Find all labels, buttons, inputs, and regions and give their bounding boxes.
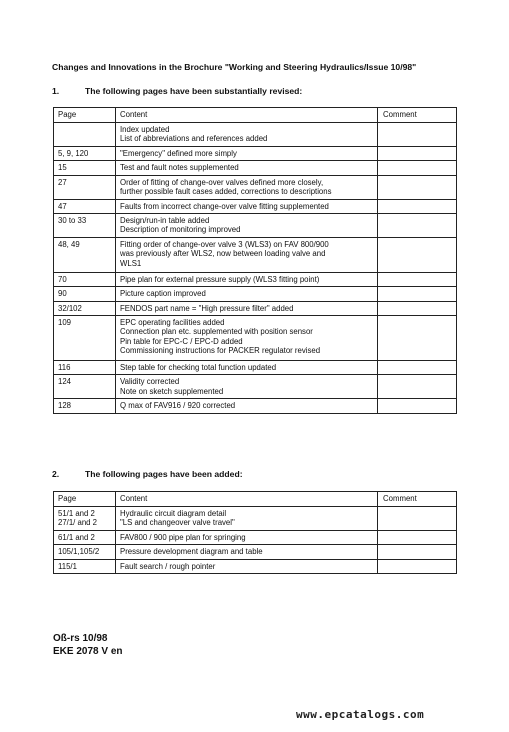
header-comment: Comment — [378, 492, 457, 507]
content-cell — [116, 301, 378, 315]
content-line: Pipe plan for external pressure supply (WLS3 fitting point) — [120, 275, 320, 285]
content-line: Picture caption improved — [120, 289, 206, 299]
page-line: 105/1,105/2 — [58, 547, 100, 557]
table-row — [54, 531, 457, 545]
section-2-number: 2. — [52, 469, 60, 479]
content-line: FAV800 / 900 pipe plan for springing — [120, 533, 246, 542]
page-line: 61/1 and 2 — [58, 533, 95, 542]
added-pages-table — [53, 491, 457, 574]
comment-cell — [378, 214, 457, 238]
table-row — [54, 559, 457, 573]
comment-cell — [378, 316, 457, 361]
content-line: was previously after WLS2, now between loading valve and — [120, 249, 326, 259]
comment-cell — [378, 301, 457, 315]
table-row — [54, 301, 457, 315]
page-cell: 116 — [54, 361, 116, 375]
header-comment: Comment — [378, 108, 457, 123]
content-line: Fault search / rough pointer — [120, 561, 216, 571]
content-line: EPC operating facilities added — [120, 318, 225, 328]
page-cell: 109 — [54, 316, 116, 361]
content-line: Fitting order of change-over valve 3 (WLS3) on FAV 800/900 — [120, 240, 329, 250]
content-line: Commissioning instructions for PACKER regulator revised — [120, 346, 321, 356]
table-row — [54, 147, 457, 161]
footer-document-code: EKE 2078 V en — [53, 646, 123, 657]
page-cell: 32/102 — [54, 301, 116, 315]
content-line: Connection plan etc. supplemented with position sensor — [120, 327, 313, 337]
table-header-row — [54, 108, 457, 123]
table-row — [54, 199, 457, 213]
page-cell: 70 — [54, 273, 116, 287]
comment-cell — [378, 507, 457, 531]
page-cell: 5, 9, 120 — [54, 147, 116, 161]
page-cell — [54, 123, 116, 147]
content-line: further possible fault cases added, corrections to descriptions — [120, 187, 332, 197]
header-page: Page — [54, 492, 116, 507]
page-line: 27/1/ and 2 — [58, 518, 98, 528]
content-cell — [116, 147, 378, 161]
page-cell — [54, 559, 116, 573]
page-cell: 124 — [54, 375, 116, 399]
content-line: Note on sketch supplemented — [120, 386, 224, 396]
table-row — [54, 507, 457, 531]
header-content: Content — [116, 492, 378, 507]
document-title: Changes and Innovations in the Brochure "Working and Steering Hydraulics/Issue 10/98" — [52, 62, 417, 72]
content-line: Hydraulic circuit diagram detail — [120, 509, 227, 518]
section-2-heading-text: The following pages have been added: — [85, 469, 243, 479]
content-cell — [116, 199, 378, 213]
content-cell — [116, 238, 378, 273]
table-row — [54, 161, 457, 175]
table-row — [54, 175, 457, 199]
page-cell — [54, 531, 116, 545]
content-line: FENDOS part name = "High pressure filter" added — [120, 303, 294, 313]
section-1-number: 1. — [52, 86, 60, 96]
content-cell — [116, 507, 378, 531]
content-line: Step table for checking total function updated — [120, 363, 277, 373]
table-row — [54, 238, 457, 273]
table-header-row — [54, 492, 457, 507]
watermark: www.epcatalogs.com — [296, 708, 425, 721]
content-cell — [116, 273, 378, 287]
page-line: 51/1 and 2 — [58, 509, 95, 518]
table-row — [54, 123, 457, 147]
content-cell — [116, 375, 378, 399]
header-page: Page — [54, 108, 116, 123]
content-line: List of abbreviations and references added — [120, 134, 268, 144]
comment-cell — [378, 199, 457, 213]
content-cell — [116, 559, 378, 573]
table-row — [54, 361, 457, 375]
comment-cell — [378, 123, 457, 147]
content-line: Q max of FAV916 / 920 corrected — [120, 401, 236, 411]
page-cell: 47 — [54, 199, 116, 213]
revised-pages-table — [53, 107, 457, 414]
content-line: Faults from incorrect change-over valve fitting supplemented — [120, 201, 329, 211]
content-line: Test and fault notes supplemented — [120, 163, 239, 173]
page-cell: 128 — [54, 399, 116, 413]
content-line: Design/run-in table added — [120, 216, 210, 226]
content-cell — [116, 531, 378, 545]
comment-cell — [378, 399, 457, 413]
comment-cell — [378, 531, 457, 545]
comment-cell — [378, 238, 457, 273]
section-1-heading-text: The following pages have been substantially revised: — [85, 86, 303, 96]
content-cell — [116, 361, 378, 375]
page-cell — [54, 545, 116, 559]
content-line: Order of fitting of change-over valves defined more closely, — [120, 177, 324, 187]
page-cell: 15 — [54, 161, 116, 175]
page-cell — [54, 507, 116, 531]
table-row — [54, 273, 457, 287]
comment-cell — [378, 545, 457, 559]
page-cell: 90 — [54, 287, 116, 301]
table-row — [54, 316, 457, 361]
content-line: Pin table for EPC-C / EPC-D added — [120, 336, 243, 346]
content-line: "Emergency" defined more simply — [120, 149, 237, 158]
content-cell — [116, 316, 378, 361]
content-line: Index updated — [120, 125, 170, 134]
section-2-heading — [52, 469, 243, 479]
content-line: WLS1 — [120, 258, 142, 268]
content-cell — [116, 399, 378, 413]
comment-cell — [378, 559, 457, 573]
comment-cell — [378, 161, 457, 175]
comment-cell — [378, 147, 457, 161]
comment-cell — [378, 361, 457, 375]
content-line: Validity corrected — [120, 377, 180, 387]
table-row — [54, 399, 457, 413]
table-row — [54, 214, 457, 238]
table-row — [54, 287, 457, 301]
content-line: Description of monitoring improved — [120, 225, 241, 235]
table-row — [54, 375, 457, 399]
comment-cell — [378, 273, 457, 287]
content-cell — [116, 161, 378, 175]
page-cell: 48, 49 — [54, 238, 116, 273]
page-cell: 27 — [54, 175, 116, 199]
section-1-heading — [52, 86, 302, 96]
page-line: 115/1 — [58, 561, 77, 571]
comment-cell — [378, 175, 457, 199]
content-cell — [116, 214, 378, 238]
content-line: "LS and changeover valve travel" — [120, 518, 235, 528]
footer-reference: Oß-rs 10/98 — [53, 633, 108, 644]
content-cell — [116, 175, 378, 199]
comment-cell — [378, 375, 457, 399]
comment-cell — [378, 287, 457, 301]
content-line: Pressure development diagram and table — [120, 547, 263, 557]
content-cell — [116, 123, 378, 147]
content-cell — [116, 287, 378, 301]
table-row — [54, 545, 457, 559]
header-content: Content — [116, 108, 378, 123]
content-cell — [116, 545, 378, 559]
page-cell: 30 to 33 — [54, 214, 116, 238]
